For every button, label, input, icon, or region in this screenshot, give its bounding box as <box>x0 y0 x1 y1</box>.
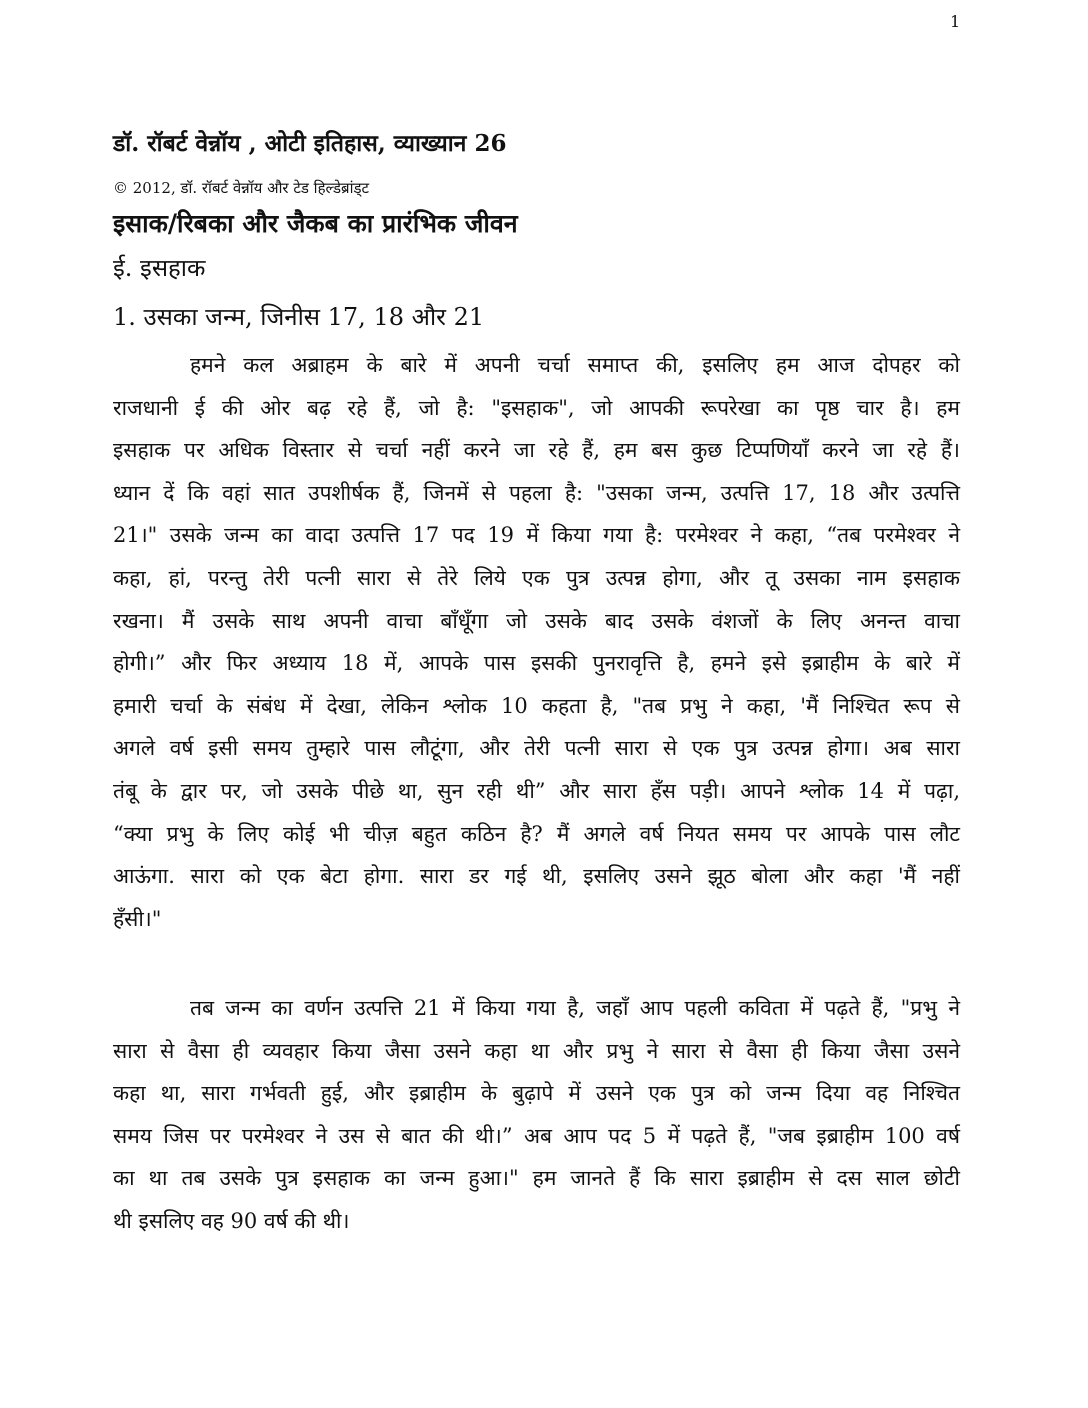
text-line: राजधानी ई की ओर बढ़ रहे हैं, जो है: "इसहाक", जो आपकी रूपरेखा का पृष्ठ चार है। हम <box>113 395 960 420</box>
text-line: समय जिस पर परमेश्वर ने उस से बात की थी।” अब आप पद 5 में पढ़ते हैं, "जब इब्राहीम 100 वर्ष <box>113 1123 960 1148</box>
text-line: हमारी चर्चा के संबंध में देखा, लेकिन श्लोक 10 कहता है, "तब प्रभु ने कहा, 'मैं निश्चित रूप से <box>113 693 960 718</box>
text-line: हमने कल अब्राहम के बारे में अपनी चर्चा समाप्त की, इसलिए हम आज दोपहर को <box>190 353 960 377</box>
text-line: ध्यान दें कि वहां सात उपशीर्षक हैं, जिनमें से पहला है: "उसका जन्म, उत्पत्ति 17, 18 और उत्पत्ति <box>113 480 960 505</box>
text-line: का था तब उसके पुत्र इसहाक का जन्म हुआ।" हम जानते हैं कि सारा इब्राहीम से दस साल छोटी <box>113 1166 960 1191</box>
text-line: तब जन्म का वर्णन उत्पत्ति 21 में किया गया है, जहाँ आप पहली कविता में पढ़ते हैं, "प्रभु ने <box>190 996 960 1020</box>
text-line: 21।" उसके जन्म का वादा उत्पत्ति 17 पद 19 में किया गया है: परमेश्वर ने कहा, “तब परमेश्वर ने <box>113 523 960 548</box>
text-line: होगी।” और फिर अध्याय 18 में, आपके पास इसकी पुनरावृत्ति है, हमने इसे इब्राहीम के बारे में <box>113 651 960 676</box>
page-number: 1 <box>950 12 961 31</box>
text-line: “क्या प्रभु के लिए कोई भी चीज़ बहुत कठिन है? मैं अगले वर्ष नियत समय पर आपके पास लौट <box>113 821 960 846</box>
section-heading: ई. इसहाक <box>113 254 206 282</box>
text-line: इसहाक पर अधिक विस्तार से चर्चा नहीं करने जा रहे हैं, हम बस कुछ टिप्पणियाँ करने जा रहे हैं। <box>113 438 960 463</box>
document-title: डॉ. रॉबर्ट वेन्नॉय , ओटी इतिहास, व्याख्यान 26 <box>113 130 507 157</box>
text-line: तंबू के द्वार पर, जो उसके पीछे था, सुन रही थी” और सारा हँस पड़ी। आपने श्लोक 14 में पढ़ा, <box>113 779 960 803</box>
text-line: आऊंगा. सारा को एक बेटा होगा. सारा डर गई थी, इसलिए उसने झूठ बोला और कहा 'मैं नहीं <box>113 864 960 889</box>
text-line: थी इसलिए वह 90 वर्ष की थी। <box>113 1209 350 1233</box>
text-line: अगले वर्ष इसी समय तुम्हारे पास लौटूंगा, और तेरी पत्नी सारा से एक पुत्र उत्पन्न होगा। अब सारा <box>113 736 960 761</box>
lecture-heading: इसाक/रिबका और जैकब का प्रारंभिक जीवन <box>113 209 518 238</box>
copyright-line: © 2012, डॉ. रॉबर्ट वेन्नॉय और टेड हिल्डेब्रांड्ट <box>113 179 370 197</box>
subsection-heading: 1. उसका जन्म, जिनीस 17, 18 और 21 <box>113 303 485 331</box>
text-line: सारा से वैसा ही व्यवहार किया जैसा उसने कहा था और प्रभु ने सारा से वैसा ही किया जैसा उसने <box>113 1038 960 1063</box>
text-line: कहा, हां, परन्तु तेरी पत्नी सारा से तेरे लिये एक पुत्र उत्पन्न होगा, और तू उसका नाम इसहाक <box>113 566 960 590</box>
text-line: कहा था, सारा गर्भवती हुई, और इब्राहीम के बुढ़ापे में उसने एक पुत्र को जन्म दिया वह निश्चित <box>113 1081 960 1106</box>
text-line: हँसी।" <box>113 906 162 931</box>
text-line: रखना। मैं उसके साथ अपनी वाचा बाँधूँगा जो उसके बाद उसके वंशजों के लिए अनन्त वाचा <box>113 608 960 633</box>
